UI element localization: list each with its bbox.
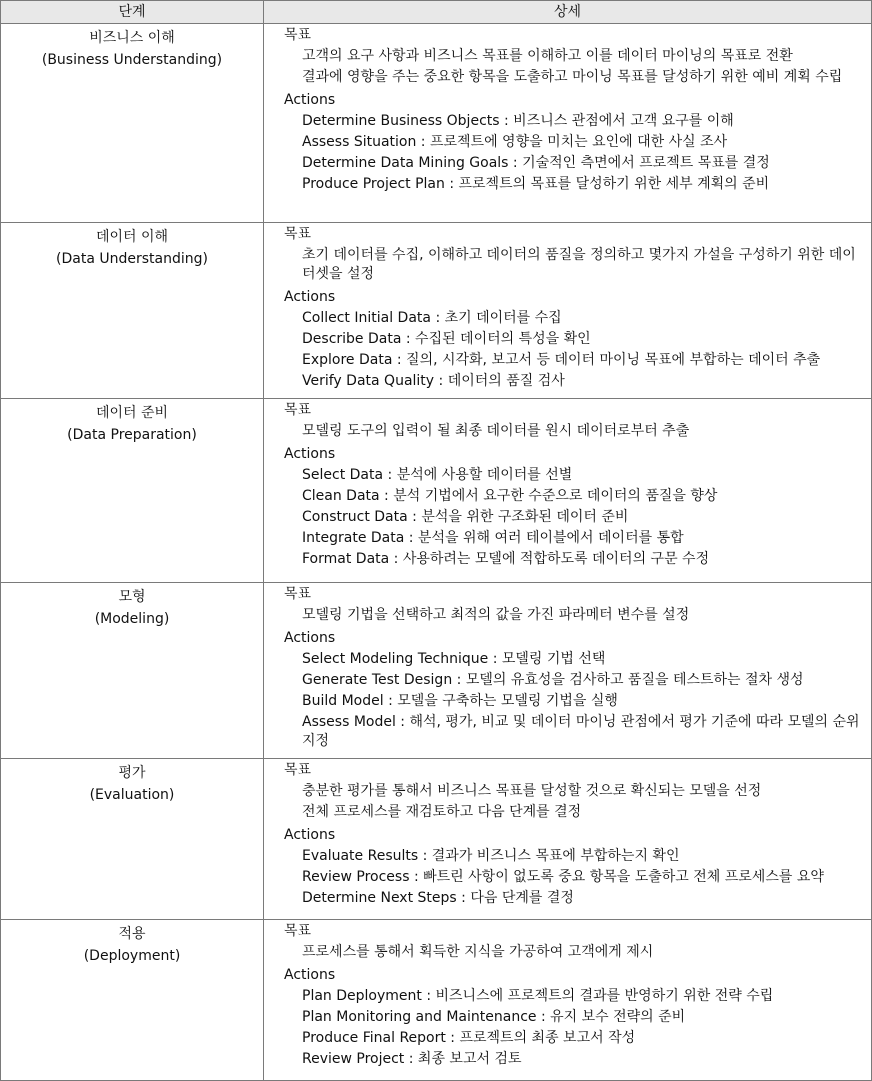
table-row — [1, 24, 872, 223]
actions-label: Actions — [284, 630, 336, 646]
action-desc: : 모델링 기법 선택 — [488, 651, 606, 667]
header-stage: 단계 — [1, 1, 264, 24]
stage-name-en: (Modeling) — [94, 611, 170, 627]
action-item — [284, 1050, 863, 1069]
action-name: Determine Data Mining Goals — [302, 155, 509, 171]
action-name: Assess Model — [302, 714, 396, 730]
action-item — [284, 351, 863, 370]
table-row — [1, 583, 872, 759]
action-desc: : 유지 보수 전략의 준비 — [536, 1009, 686, 1025]
action-item — [284, 372, 863, 391]
action-desc: : 초기 데이터를 수집 — [431, 310, 562, 326]
action-name: Format Data — [302, 551, 390, 567]
action-name: Plan Deployment — [302, 988, 422, 1004]
action-name: Build Model — [302, 693, 384, 709]
action-item — [284, 713, 863, 751]
action-item — [284, 330, 863, 349]
header-detail: 상세 — [264, 1, 872, 24]
goal-text: 결과에 영향을 주는 중요한 항목을 도출하고 마이닝 목표를 달성하기 위한 예비 계획 수립 — [302, 69, 843, 85]
stage-name-ko: 비즈니스 이해 — [89, 30, 175, 46]
goal-label: 목표 — [284, 402, 312, 418]
stage-name-ko: 평가 — [118, 765, 146, 781]
action-desc: : 수집된 데이터의 특성을 확인 — [401, 331, 591, 347]
goal-text: 프로세스를 통해서 획득한 지식을 가공하여 고객에게 제시 — [302, 944, 654, 960]
action-desc: : 분석을 위해 여러 테이블에서 데이터를 통합 — [404, 530, 684, 546]
goal-text: 초기 데이터를 수집, 이해하고 데이터의 품질을 정의하고 몇가지 가설을 구성하기 위한 데이터셋을 설정 — [302, 247, 856, 282]
action-name: Select Modeling Technique — [302, 651, 489, 667]
action-name: Determine Next Steps — [302, 890, 457, 906]
action-desc: : 데이터의 품질 검사 — [434, 373, 565, 389]
action-desc: : 프로젝트에 영향을 미치는 요인에 대한 사실 조사 — [416, 134, 728, 150]
detail-cell — [264, 24, 872, 223]
action-desc: : 비즈니스 관점에서 고객 요구를 이해 — [499, 113, 734, 129]
action-desc: : 비즈니스에 프로젝트의 결과를 반영하기 위한 전략 수립 — [421, 988, 774, 1004]
action-item — [284, 550, 863, 569]
action-item — [284, 1029, 863, 1048]
action-name: Produce Final Report — [302, 1030, 446, 1046]
stage-cell — [1, 759, 264, 920]
goal-label: 목표 — [284, 226, 312, 242]
goal-label: 목표 — [284, 762, 312, 778]
table-row — [1, 399, 872, 583]
action-name: Produce Project Plan — [302, 176, 445, 192]
action-name: Evaluate Results — [302, 848, 419, 864]
goal-text: 고객의 요구 사항과 비즈니스 목표를 이해하고 이를 데이터 마이닝의 목표로 전환 — [302, 48, 793, 64]
goal-label: 목표 — [284, 586, 312, 602]
action-desc: : 결과가 비즈니스 목표에 부합하는지 확인 — [418, 848, 680, 864]
action-item — [284, 847, 863, 866]
actions-label: Actions — [284, 92, 336, 108]
action-desc: : 프로젝트의 최종 보고서 작성 — [445, 1030, 636, 1046]
action-item — [284, 889, 863, 908]
action-item — [284, 650, 863, 669]
action-item — [284, 529, 863, 548]
actions-label: Actions — [284, 967, 336, 983]
action-desc: : 빠트린 사항이 없도록 중요 항목을 도출하고 전체 프로세스를 요약 — [409, 869, 824, 885]
goal-text: 모델링 기법을 선택하고 최적의 값을 가진 파라메터 변수를 설정 — [302, 607, 690, 623]
action-desc: : 분석 기법에서 요구한 수준으로 데이터의 품질을 향상 — [379, 488, 718, 504]
table-row — [1, 223, 872, 399]
action-desc: : 다음 단계를 결정 — [456, 890, 574, 906]
action-desc: : 모델의 유효성을 검사하고 품질을 테스트하는 절차 생성 — [452, 672, 804, 688]
stage-cell — [1, 223, 264, 399]
stage-cell — [1, 24, 264, 223]
action-name: Plan Monitoring and Maintenance — [302, 1009, 537, 1025]
action-item — [284, 487, 863, 506]
action-item — [284, 671, 863, 690]
stage-name-en: (Business Understanding) — [41, 52, 223, 68]
actions-label: Actions — [284, 827, 336, 843]
action-name: Describe Data — [302, 331, 402, 347]
stage-name-en: (Data Preparation) — [67, 427, 197, 443]
action-desc: : 모델을 구축하는 모델링 기법을 실행 — [383, 693, 618, 709]
action-desc: : 프로젝트의 목표를 달성하기 위한 세부 계획의 준비 — [444, 176, 770, 192]
stage-name-en: (Evaluation) — [89, 787, 175, 803]
action-desc: : 사용하려는 모델에 적합하도록 데이터의 구문 수정 — [389, 551, 710, 567]
action-item — [284, 154, 863, 173]
action-name: Integrate Data — [302, 530, 405, 546]
action-item — [284, 466, 863, 485]
goal-text: 전체 프로세스를 재검토하고 다음 단계를 결정 — [302, 804, 582, 820]
action-name: Review Project — [302, 1051, 405, 1067]
action-name: Select Data — [302, 467, 384, 483]
stage-cell — [1, 583, 264, 759]
stage-cell — [1, 920, 264, 1081]
action-desc: : 기술적인 측면에서 프로젝트 목표를 결정 — [508, 155, 770, 171]
stage-cell — [1, 399, 264, 583]
detail-cell — [264, 223, 872, 399]
actions-label: Actions — [284, 446, 336, 462]
action-item — [284, 112, 863, 131]
action-name: Review Process — [302, 869, 410, 885]
stage-name-ko: 모형 — [118, 589, 146, 605]
detail-cell — [264, 583, 872, 759]
action-name: Assess Situation — [302, 134, 417, 150]
detail-cell — [264, 920, 872, 1081]
action-desc: : 최종 보고서 검토 — [404, 1051, 522, 1067]
table-row — [1, 759, 872, 920]
action-item — [284, 175, 863, 194]
action-desc: : 질의, 시각화, 보고서 등 데이터 마이닝 목표에 부합하는 데이터 추출 — [392, 352, 821, 368]
stage-name-ko: 데이터 준비 — [95, 405, 169, 421]
actions-label: Actions — [284, 289, 336, 305]
action-item — [284, 1008, 863, 1027]
stage-name-ko: 적용 — [118, 926, 146, 942]
header-row — [1, 1, 872, 24]
goal-label: 목표 — [284, 923, 312, 939]
action-name: Determine Business Objects — [302, 113, 500, 129]
goal-text: 모델링 도구의 입력이 될 최종 데이터를 원시 데이터로부터 추출 — [302, 423, 690, 439]
action-desc: : 해석, 평가, 비교 및 데이터 마이닝 관점에서 평가 기준에 따라 모델의 순위 지정 — [302, 714, 860, 749]
detail-cell — [264, 399, 872, 583]
action-item — [284, 309, 863, 328]
goal-text: 충분한 평가를 통해서 비즈니스 목표를 달성할 것으로 확신되는 모델을 선정 — [302, 783, 762, 799]
detail-cell — [264, 759, 872, 920]
action-desc: : 분석을 위한 구조화된 데이터 준비 — [407, 509, 629, 525]
action-item — [284, 133, 863, 152]
action-name: Clean Data — [302, 488, 380, 504]
action-desc: : 분석에 사용할 데이터를 선별 — [383, 467, 573, 483]
table-body — [1, 24, 872, 1081]
stage-name-ko: 데이터 이해 — [95, 229, 169, 245]
action-name: Construct Data — [302, 509, 408, 525]
action-item — [284, 508, 863, 527]
action-name: Generate Test Design — [302, 672, 453, 688]
action-item — [284, 692, 863, 711]
action-item — [284, 868, 863, 887]
action-item — [284, 987, 863, 1006]
stage-name-en: (Data Understanding) — [56, 251, 208, 267]
action-name: Verify Data Quality — [302, 373, 435, 389]
table-row — [1, 920, 872, 1081]
action-name: Explore Data — [302, 352, 393, 368]
action-name: Collect Initial Data — [302, 310, 431, 326]
stage-name-en: (Deployment) — [83, 948, 181, 964]
goal-label: 목표 — [284, 27, 312, 43]
